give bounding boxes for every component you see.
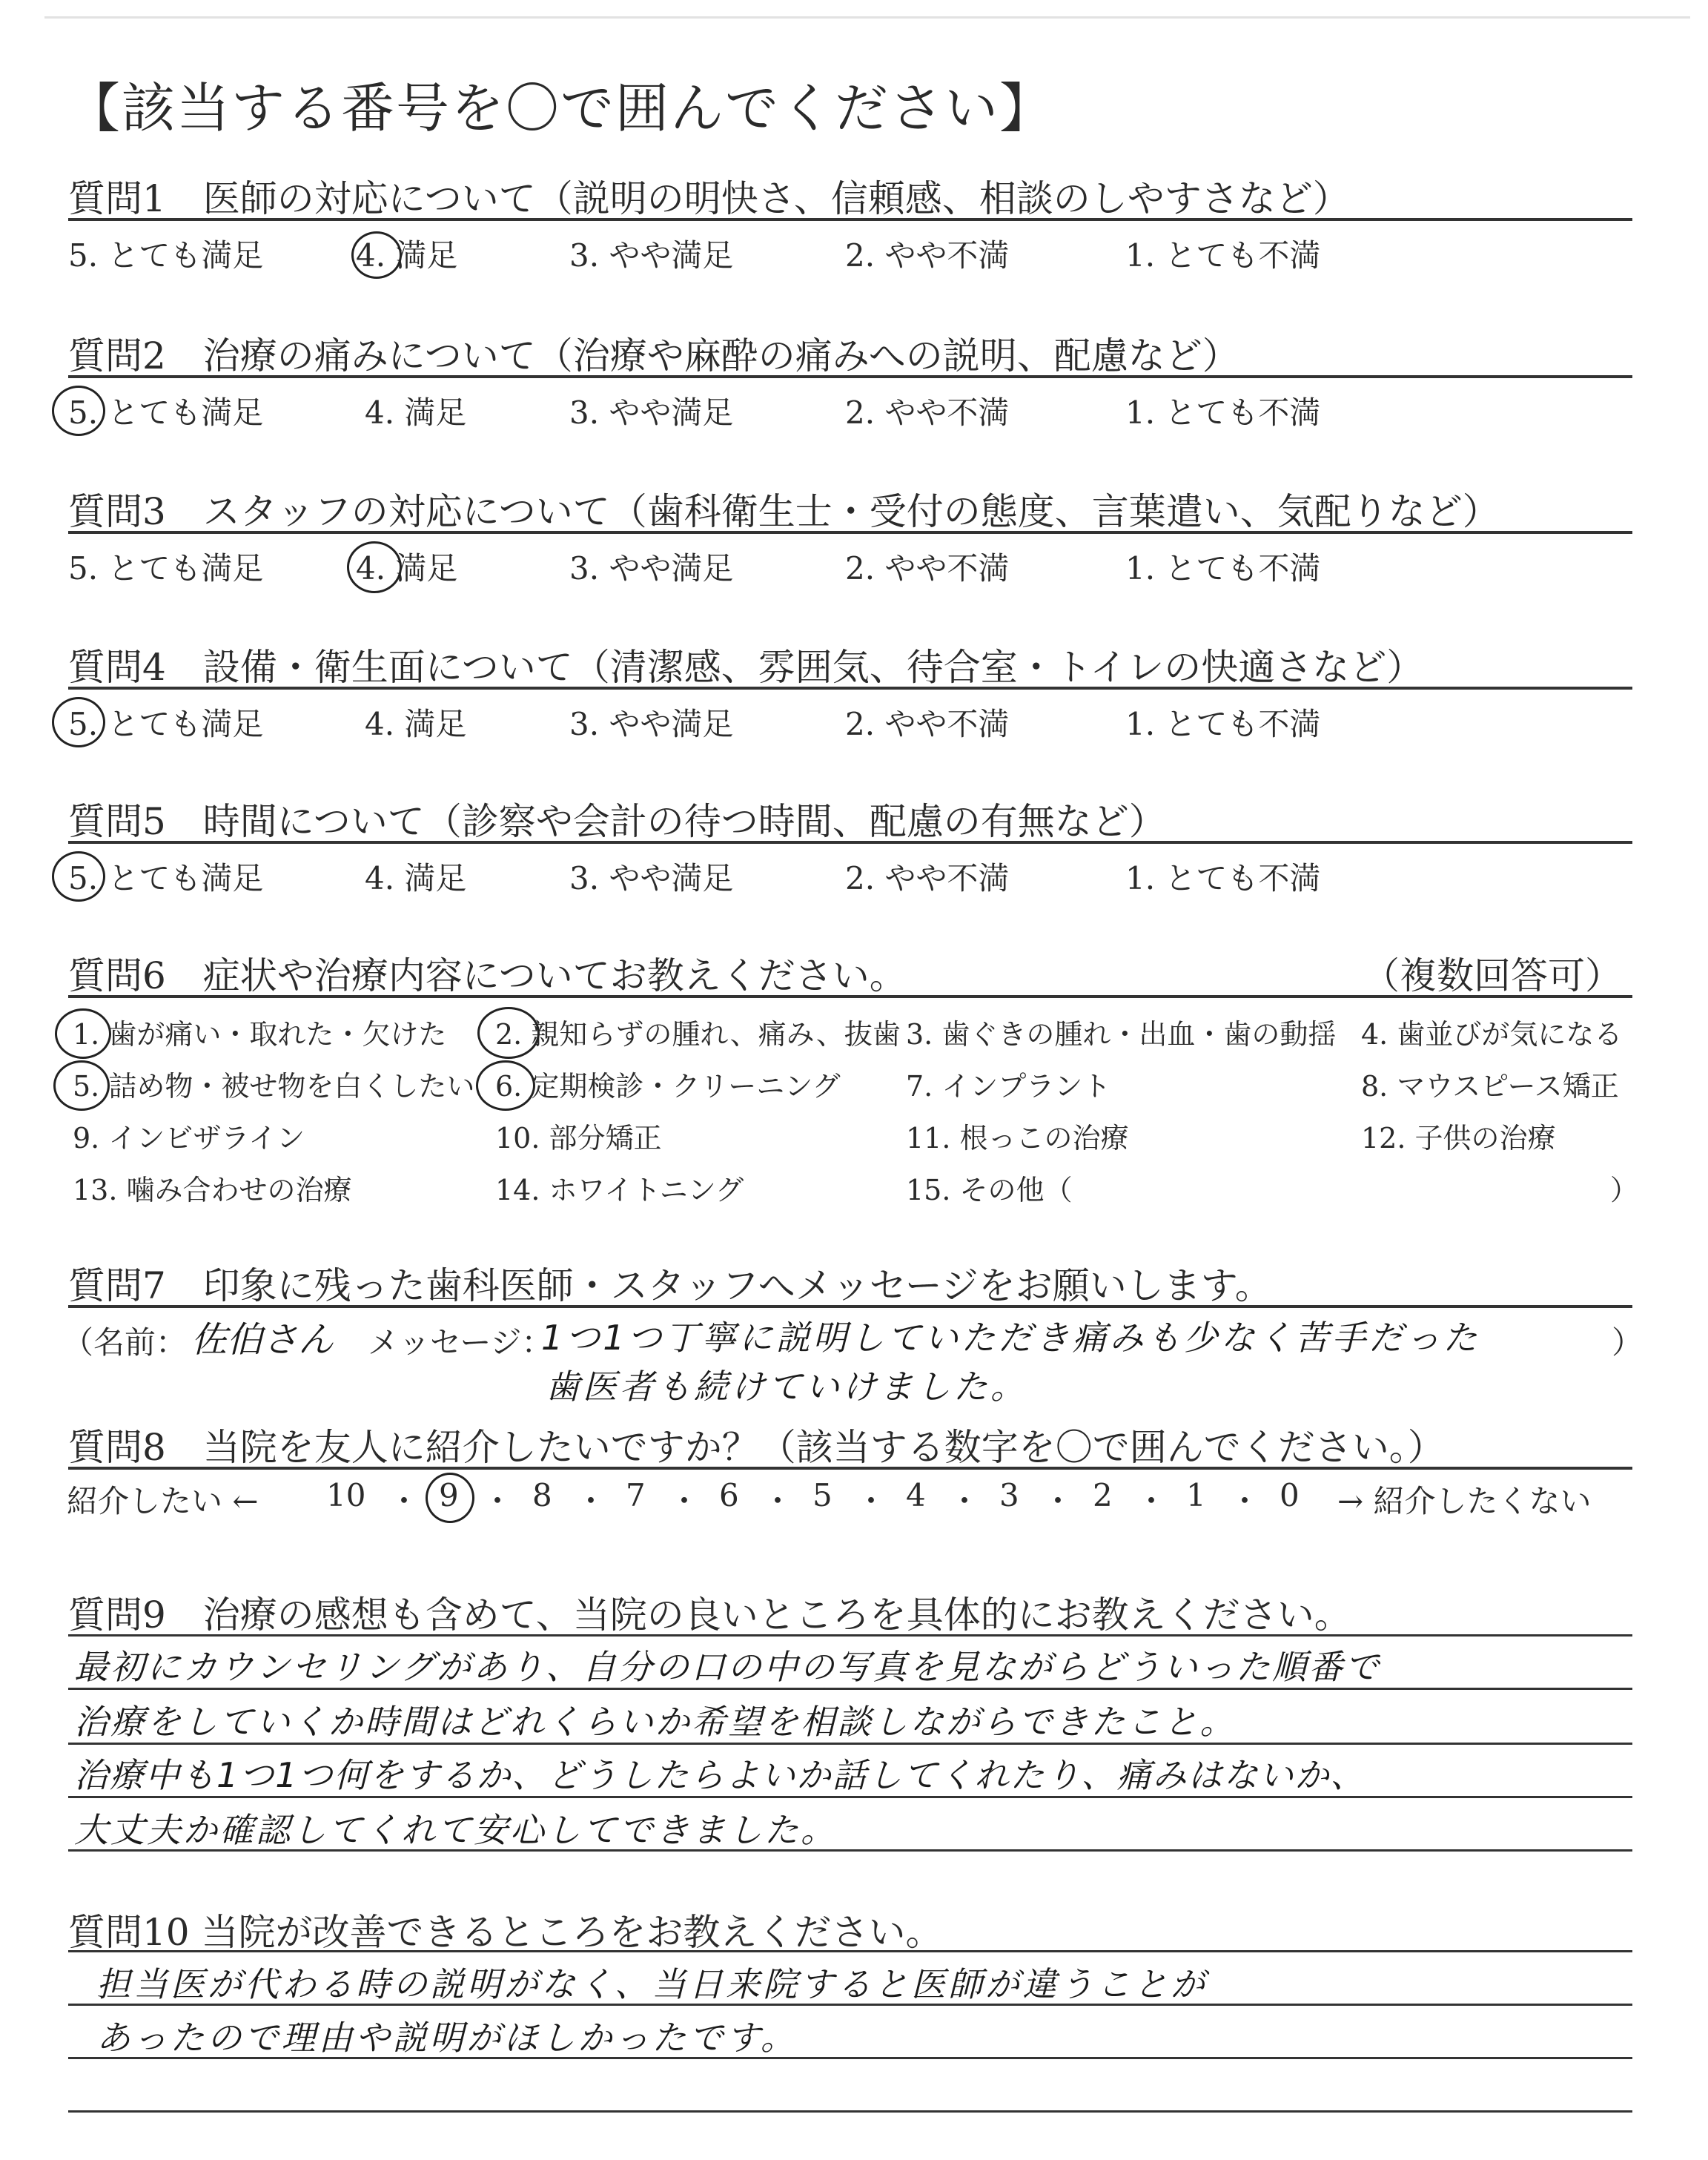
q1-option-3[interactable]: 3. やや満足 bbox=[569, 237, 734, 274]
q8-score-8[interactable]: 8 bbox=[532, 1477, 552, 1513]
q4-option-3[interactable]: 3. やや満足 bbox=[569, 706, 734, 742]
q6-option-13[interactable]: 13. 噛み合わせの治療 bbox=[73, 1174, 352, 1206]
q8-dot: ・ bbox=[575, 1483, 607, 1519]
q9-answer-line-4[interactable]: 大丈夫か確認してくれて安心してできました。 bbox=[74, 1810, 837, 1850]
q7-name-label: （名前： bbox=[62, 1324, 188, 1361]
q3-option-2[interactable]: 2. やや不満 bbox=[845, 550, 1010, 587]
q6-option-7[interactable]: 7. インプラント bbox=[906, 1070, 1111, 1103]
q8-score-0[interactable]: 0 bbox=[1280, 1477, 1300, 1513]
q6-option-14[interactable]: 14. ホワイトニング bbox=[495, 1174, 744, 1206]
q10-answer-line-1[interactable]: 担当医が代わる時の説明がなく、当日来院すると医師が違うことが bbox=[96, 1964, 1208, 2004]
q5-option-4[interactable]: 4. 満足 bbox=[365, 860, 467, 896]
q9-answer-line-1[interactable]: 最初にカウンセリングがあり、自分の口の中の写真を見ながらどういった順番で bbox=[74, 1647, 1382, 1687]
q4-option-5[interactable]: 5. とても満足 bbox=[68, 706, 264, 742]
q3-option-4[interactable]: 4. 満足 bbox=[356, 550, 458, 587]
q7-message-line-1[interactable]: 1つ1つ丁寧に説明していただき痛みも少なく苦手だった bbox=[541, 1318, 1480, 1358]
q5-title: 質問5 時間について（診察や会計の待つ時間、配慮の有無など） bbox=[68, 800, 1166, 843]
q2-title: 質問2 治療の痛みについて（治療や麻酔の痛みへの説明、配慮など） bbox=[68, 334, 1239, 377]
q8-score-4[interactable]: 4 bbox=[906, 1477, 926, 1513]
q8-dot: ・ bbox=[949, 1483, 981, 1519]
q8-dot: ・ bbox=[388, 1483, 420, 1519]
q1-option-4[interactable]: 4. 満足 bbox=[356, 237, 458, 274]
q7-name-value[interactable]: 佐伯さん bbox=[191, 1319, 334, 1361]
q4-option-4[interactable]: 4. 満足 bbox=[365, 706, 467, 742]
q8-right-label: → 紹介したくない bbox=[1337, 1483, 1592, 1519]
q5-answer-circle bbox=[52, 851, 105, 902]
q9-title: 質問9 治療の感想も含めて、当院の良いところを具体的にお教えください。 bbox=[68, 1593, 1351, 1636]
q8-title: 質問8 当院を友人に紹介したいですか？（該当する数字を〇で囲んでください。） bbox=[68, 1426, 1445, 1469]
q1-answer-circle bbox=[351, 231, 402, 279]
q8-dot: ・ bbox=[762, 1483, 794, 1519]
q9-answer-line-3[interactable]: 治療中も1つ1つ何をするか、どうしたらよいか話してくれたり、痛みはないか、 bbox=[74, 1755, 1366, 1795]
q6-option-10[interactable]: 10. 部分矯正 bbox=[495, 1122, 662, 1155]
q3-option-3[interactable]: 3. やや満足 bbox=[569, 550, 734, 587]
q8-score-5[interactable]: 5 bbox=[812, 1477, 833, 1513]
q3-answer-circle bbox=[347, 541, 402, 593]
q8-answer-circle bbox=[426, 1473, 474, 1523]
q3-option-1[interactable]: 1. とても不満 bbox=[1125, 550, 1321, 587]
q4-option-2[interactable]: 2. やや不満 bbox=[845, 706, 1010, 742]
q8-score-6[interactable]: 6 bbox=[719, 1477, 739, 1513]
q8-score-9[interactable]: 9 bbox=[439, 1477, 459, 1513]
q6-option-15[interactable]: 15. その他（ bbox=[906, 1174, 1073, 1206]
q6-option-9[interactable]: 9. インビザライン bbox=[73, 1122, 305, 1155]
q7-close-paren: ） bbox=[1612, 1324, 1644, 1361]
q6-option-3[interactable]: 3. 歯ぐきの腫れ・出血・歯の動揺 bbox=[906, 1018, 1337, 1051]
q6-option-1[interactable]: 1. 歯が痛い・取れた・欠けた bbox=[73, 1018, 447, 1051]
q6-answer-circle-6 bbox=[476, 1060, 535, 1111]
q2-option-5[interactable]: 5. とても満足 bbox=[68, 394, 264, 431]
q4-title: 質問4 設備・衛生面について（清潔感、雰囲気、待合室・トイレの快適さなど） bbox=[68, 646, 1424, 689]
q6-option-8[interactable]: 8. マウスピース矯正 bbox=[1361, 1070, 1619, 1103]
q8-score-7[interactable]: 7 bbox=[626, 1477, 646, 1513]
q8-left-label: 紹介したい ← bbox=[67, 1483, 259, 1519]
q5-option-1[interactable]: 1. とても不満 bbox=[1125, 860, 1321, 896]
q8-score-3[interactable]: 3 bbox=[999, 1477, 1019, 1513]
q7-title: 質問7 印象に残った歯科医師・スタッフへメッセージをお願いします。 bbox=[68, 1264, 1272, 1307]
q6-answer-circle-1 bbox=[55, 1008, 111, 1059]
q6-multi-note: （複数回答可） bbox=[1363, 954, 1622, 997]
q8-score-1[interactable]: 1 bbox=[1186, 1477, 1206, 1513]
q6-option-6[interactable]: 6. 定期検診・クリーニング bbox=[495, 1070, 841, 1103]
q6-option-5[interactable]: 5. 詰め物・被せ物を白くしたい bbox=[73, 1070, 475, 1103]
q6-answer-circle-2 bbox=[477, 1007, 540, 1059]
q10-title: 質問10 当院が改善できるところをお教えください。 bbox=[68, 1911, 943, 1954]
q7-message-label: メッセージ： bbox=[368, 1324, 553, 1361]
q8-dot: ・ bbox=[482, 1483, 514, 1519]
q8-dot: ・ bbox=[669, 1483, 701, 1519]
q4-answer-circle bbox=[52, 697, 105, 747]
q8-score-10[interactable]: 10 bbox=[326, 1477, 366, 1513]
q7-message-line-2[interactable]: 歯医者も続けていけました。 bbox=[546, 1367, 1027, 1407]
q2-option-3[interactable]: 3. やや満足 bbox=[569, 394, 734, 431]
q5-option-3[interactable]: 3. やや満足 bbox=[569, 860, 734, 896]
q2-option-2[interactable]: 2. やや不満 bbox=[845, 394, 1010, 431]
q2-option-1[interactable]: 1. とても不満 bbox=[1125, 394, 1321, 431]
q8-dot: ・ bbox=[1229, 1483, 1261, 1519]
q2-answer-circle bbox=[52, 386, 105, 436]
q6-option-2[interactable]: 2. 親知らずの腫れ、痛み、抜歯 bbox=[495, 1018, 901, 1051]
q8-dot: ・ bbox=[1136, 1483, 1168, 1519]
q1-option-1[interactable]: 1. とても不満 bbox=[1125, 237, 1321, 274]
q6-option-15-close: ） bbox=[1610, 1174, 1639, 1206]
q6-option-11[interactable]: 11. 根っこの治療 bbox=[906, 1122, 1129, 1155]
q5-option-2[interactable]: 2. やや不満 bbox=[845, 860, 1010, 896]
q2-option-4[interactable]: 4. 満足 bbox=[365, 394, 467, 431]
q6-option-4[interactable]: 4. 歯並びが気になる bbox=[1361, 1018, 1623, 1051]
q10-answer-line-2[interactable]: あったので理由や説明がほしかったです。 bbox=[96, 2018, 798, 2058]
q3-title: 質問3 スタッフの対応について（歯科衛生士・受付の態度、言葉遣い、気配りなど） bbox=[68, 490, 1500, 533]
q8-dot: ・ bbox=[855, 1483, 887, 1519]
q9-answer-line-2[interactable]: 治療をしていくか時間はどれくらいか希望を相談しながらできたこと。 bbox=[74, 1702, 1237, 1742]
q5-option-5[interactable]: 5. とても満足 bbox=[68, 860, 264, 896]
page-header: 【該当する番号を〇で囲んでください】 bbox=[67, 77, 1055, 139]
top-border bbox=[44, 16, 1690, 19]
q3-option-5[interactable]: 5. とても満足 bbox=[68, 550, 264, 587]
q6-answer-circle-5 bbox=[53, 1060, 110, 1111]
q1-option-2[interactable]: 2. やや不満 bbox=[845, 237, 1010, 274]
q8-score-2[interactable]: 2 bbox=[1093, 1477, 1113, 1513]
q1-option-5[interactable]: 5. とても満足 bbox=[68, 237, 264, 274]
q6-title: 質問6 症状や治療内容についてお教えください。 bbox=[68, 954, 907, 997]
q1-title: 質問1 医師の対応について（説明の明快さ、信頼感、相談のしやすさなど） bbox=[68, 177, 1350, 220]
q4-option-1[interactable]: 1. とても不満 bbox=[1125, 706, 1321, 742]
q8-dot: ・ bbox=[1042, 1483, 1074, 1519]
q6-option-12[interactable]: 12. 子供の治療 bbox=[1361, 1122, 1556, 1155]
